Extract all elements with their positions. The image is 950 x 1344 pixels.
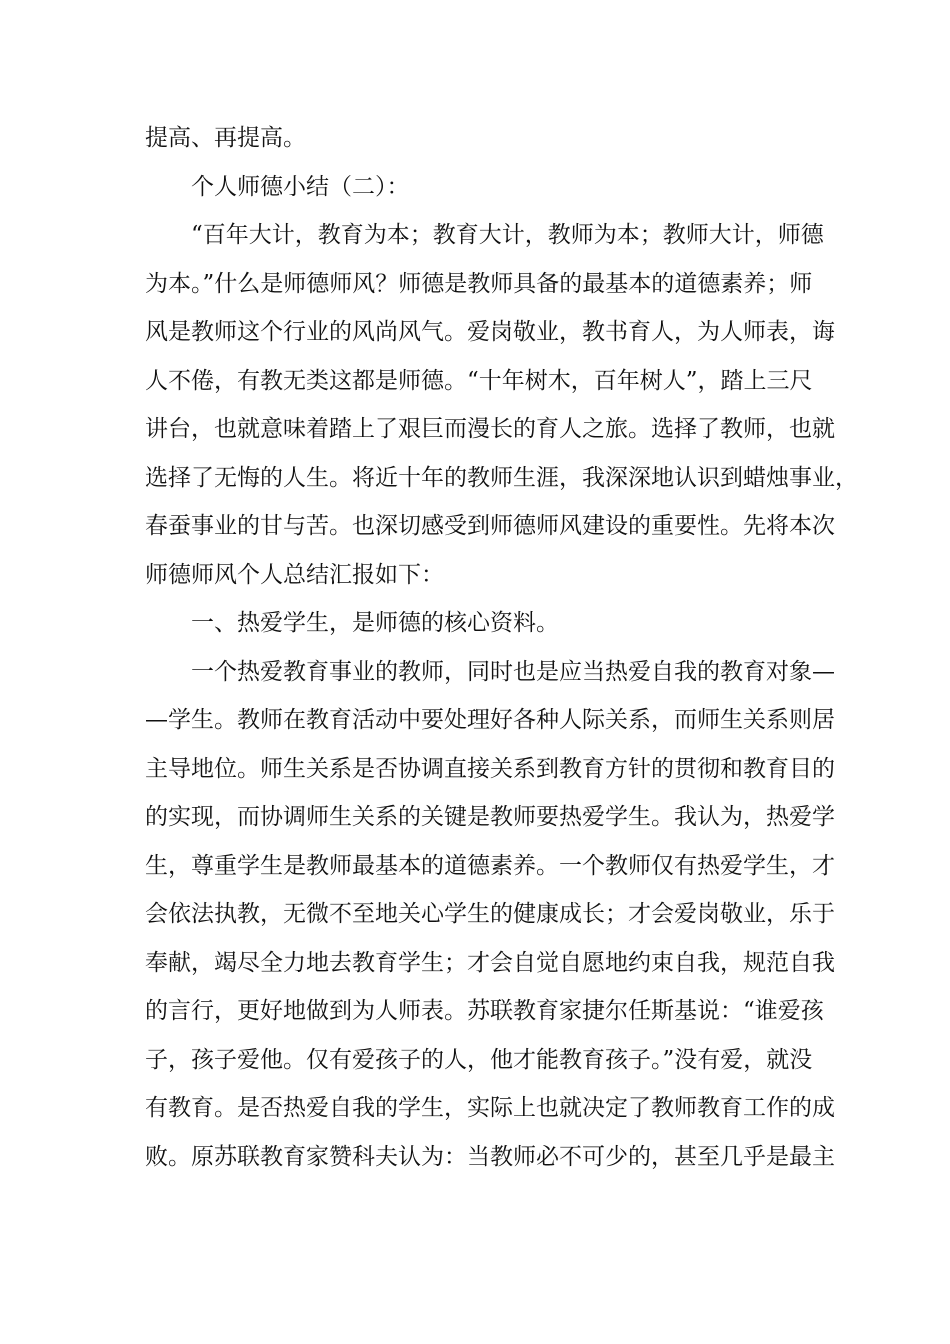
text-line: 一个热爱教育事业的教师，同时也是应当热爱自我的教育对象—: [191, 658, 835, 685]
text-line: 为本。”什么是师德师风？师德是教师具备的最基本的道德素养；师: [145, 270, 813, 297]
text-line: 的实现，而协调师生关系的关键是教师要热爱学生。我认为，热爱学: [145, 804, 835, 830]
text-line: 会依法执教，无微不至地关心学生的健康成长；才会爱岗敬业，乐于: [145, 901, 835, 927]
text-line: 风是教师这个行业的风尚风气。爱岗敬业，教书育人，为人师表，诲: [145, 319, 835, 345]
text-line: 讲台，也就意味着踏上了艰巨而漫长的育人之旅。选择了教师，也就: [145, 416, 835, 442]
text-line: 提高、再提高。: [145, 125, 306, 151]
text-line: 子，孩子爱他。仅有爱孩子的人，他才能教育孩子。”没有爱，就没: [145, 1046, 813, 1073]
text-line: 败。原苏联教育家赞科夫认为：当教师必不可少的，甚至几乎是最主: [145, 1143, 835, 1170]
section-heading: 个人师德小结（二）：: [191, 173, 410, 200]
text-line: 选择了无悔的人生。将近十年的教师生涯，我深深地认识到蜡烛事业，: [145, 464, 858, 491]
text-line: 奉献，竭尽全力地去教育学生；才会自觉自愿地约束自我，规范自我: [145, 949, 835, 976]
text-line: 的言行，更好地做到为人师表。苏联教育家捷尔任斯基说：“谁爱孩: [145, 998, 824, 1024]
text-line: “百年大计，教育为本；教育大计，教师为本；教师大计，师德: [191, 222, 824, 248]
body-text: [145, 114, 858, 1181]
text-line: 人不倦，有教无类这都是师德。“十年树木，百年树人”，踏上三尺: [145, 367, 813, 394]
text-line: —学生。教师在教育活动中要处理好各种人际关系，而师生关系则居: [145, 707, 835, 733]
text-line: 主导地位。师生关系是否协调直接关系到教育方针的贯彻和教育目的: [145, 755, 835, 782]
text-line: 生，尊重学生是教师最基本的道德素养。一个教师仅有热爱学生，才: [145, 852, 835, 879]
text-line: 春蚕事业的甘与苦。也深切感受到师德师风建设的重要性。先将本次: [145, 513, 835, 539]
text-line: 师德师风个人总结汇报如下：: [145, 561, 444, 588]
subsection-heading: 一、热爱学生，是师德的核心资料。: [191, 610, 559, 636]
text-line: 有教育。是否热爱自我的学生，实际上也就决定了教师教育工作的成: [145, 1095, 835, 1121]
